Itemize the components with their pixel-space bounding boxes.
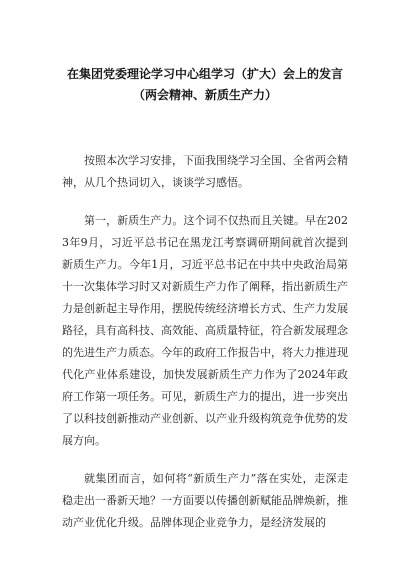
- paragraph-intro: 按照本次学习安排，下面我围绕学习全国、全省两会精神，从几个热词切入，谈谈学习感悟。: [62, 154, 348, 189]
- document-body: [62, 150, 348, 534]
- document-title: 在集团党委理论学习中心组学习（扩大）会上的发言（两会精神、新质生产力）: [66, 67, 343, 102]
- paragraph-group-practice: 就集团而言，如何将“新质生产力”落在实处，走深走稳走出一番新天地？一方面要以传播创新赋能品牌焕新，推动产业优化升级。品牌体现企业竞争力，是经济发展的: [62, 472, 348, 529]
- paragraph-new-productivity: 第一，新质生产力。这个词不仅热而且关键。早在2023年9月，习近平总书记在黑龙江考察调研期间就首次提到新质生产力。今年1月，习近平总书记在中共中央政治局第十一次集体学习时又对新质生产力作了阐释，指出新质生产力是创新起主导作用，摆脱传统经济增长方式、生产力发展路径，具有高科技、高效能、高质量特征，符合新发展理念的先进生产力质态。今年的政府工作报告中，将大力推进现代化产业体系建设，加快发展新质生产力作为了2024年政府工作第一项任务。可见，新质生产力的提出，进一步突出了以科技创新推动产业创新、以产业升级构筑竞争优势的发展方向。: [62, 214, 348, 447]
